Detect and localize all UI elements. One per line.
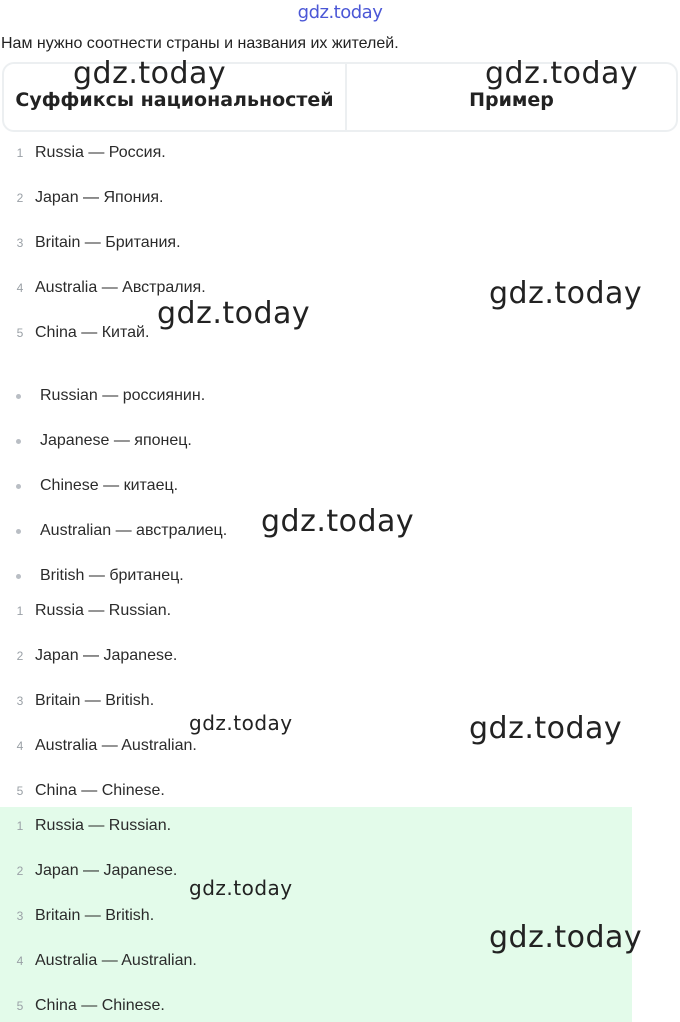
item-number: 3 xyxy=(16,909,24,923)
watermark: gdz.today xyxy=(157,296,311,331)
watermark: gdz.today xyxy=(73,56,227,91)
item-number: 5 xyxy=(16,999,24,1013)
watermark: gdz.today xyxy=(189,711,293,735)
watermark: gdz.today xyxy=(469,711,623,746)
watermark: gdz.today xyxy=(489,276,643,311)
item-text: Australia — Australian. xyxy=(35,737,197,754)
bullet-dot xyxy=(16,484,21,489)
item-number: 1 xyxy=(16,146,24,160)
item-text: Japan — Japanese. xyxy=(35,647,178,664)
item-text: Australia — Australian. xyxy=(35,952,197,969)
item-number: 5 xyxy=(16,326,24,340)
header-example: Пример xyxy=(469,89,554,111)
item-number: 3 xyxy=(16,694,24,708)
item-number: 3 xyxy=(16,236,24,250)
bullet-dot xyxy=(16,394,21,399)
site-watermark: gdz.today xyxy=(297,2,383,23)
item-text: Russia — Russian. xyxy=(35,602,172,619)
item-number: 1 xyxy=(16,604,24,618)
bullet-dot xyxy=(16,529,21,534)
item-text: Britain — British. xyxy=(35,692,155,709)
item-number: 2 xyxy=(16,191,24,205)
item-number: 4 xyxy=(16,739,24,753)
item-text: China — Китай. xyxy=(35,324,150,341)
intro-text: Нам нужно соотнести страны и названия их жителей. xyxy=(1,35,399,52)
bullet-dot xyxy=(16,439,21,444)
item-text: Russia — Russian. xyxy=(35,817,172,834)
watermark: gdz.today xyxy=(489,920,643,955)
item-text: Japan — Япония. xyxy=(35,189,164,206)
item-number: 2 xyxy=(16,649,24,663)
item-text: Chinese — китаец. xyxy=(40,477,179,494)
item-text: Britain — British. xyxy=(35,907,155,924)
item-text: Russian — россиянин. xyxy=(40,387,206,404)
item-number: 1 xyxy=(16,819,24,833)
watermark: gdz.today xyxy=(189,876,293,900)
item-text: Japan — Japanese. xyxy=(35,862,178,879)
bullet-dot xyxy=(16,574,21,579)
item-text: Japanese — японец. xyxy=(40,432,192,449)
item-text: China — Chinese. xyxy=(35,782,165,799)
item-text: China — Chinese. xyxy=(35,997,165,1014)
item-text: British — британец. xyxy=(40,567,184,584)
header-suffixes: Суффиксы национальностей xyxy=(4,64,347,130)
item-number: 5 xyxy=(16,784,24,798)
watermark: gdz.today xyxy=(485,56,639,91)
item-text: Australian — австралиец. xyxy=(40,522,228,539)
item-number: 4 xyxy=(16,954,24,968)
watermark: gdz.today xyxy=(261,504,415,539)
item-number: 2 xyxy=(16,864,24,878)
item-number: 4 xyxy=(16,281,24,295)
item-text: Britain — Британия. xyxy=(35,234,181,251)
item-text: Australia — Австралия. xyxy=(35,279,206,296)
item-text: Russia — Россия. xyxy=(35,144,166,161)
